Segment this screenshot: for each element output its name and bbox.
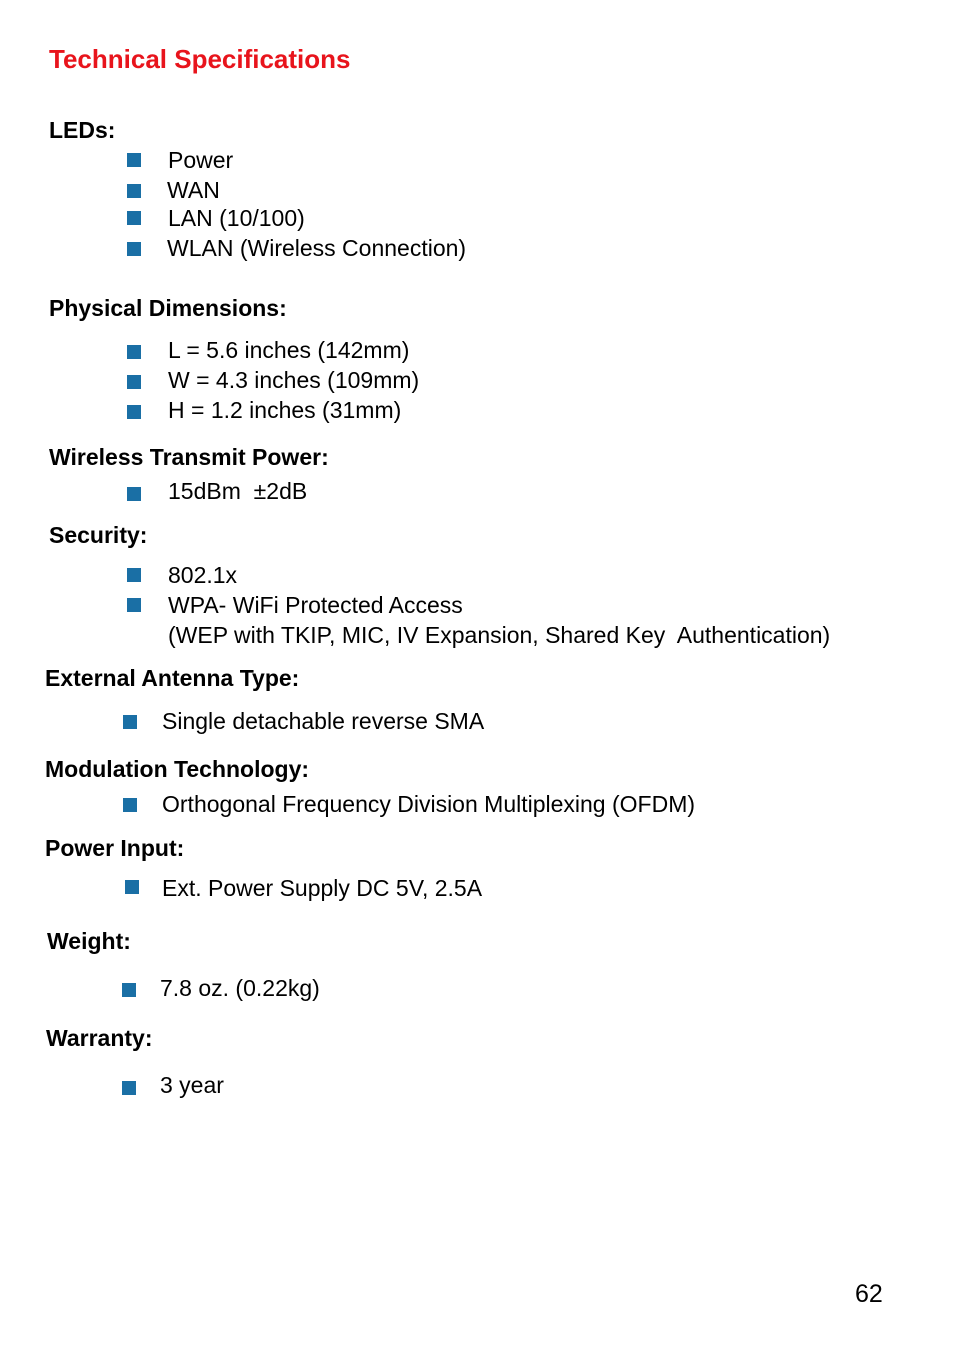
page-number: 62 bbox=[855, 1280, 883, 1308]
power-input-item: Ext. Power Supply DC 5V, 2.5A bbox=[162, 875, 483, 901]
bullet-icon bbox=[127, 375, 141, 389]
security-item-wpa: WPA- WiFi Protected Access bbox=[168, 592, 463, 618]
modulation-heading: Modulation Technology: bbox=[45, 756, 310, 782]
power-input-heading: Power Input: bbox=[45, 835, 185, 861]
bullet-icon bbox=[125, 880, 139, 894]
antenna-heading: External Antenna Type: bbox=[45, 665, 300, 691]
dimension-item-height: H = 1.2 inches (31mm) bbox=[168, 397, 402, 423]
bullet-icon bbox=[127, 242, 141, 256]
dimension-item-length: L = 5.6 inches (142mm) bbox=[168, 337, 410, 363]
bullet-icon bbox=[127, 405, 141, 419]
bullet-icon bbox=[127, 345, 141, 359]
led-item-wan: WAN bbox=[167, 177, 220, 203]
bullet-icon bbox=[127, 153, 141, 167]
security-item-8021x: 802.1x bbox=[168, 562, 238, 588]
weight-item: 7.8 oz. (0.22kg) bbox=[160, 975, 320, 1001]
led-item-wlan: WLAN (Wireless Connection) bbox=[167, 235, 467, 261]
bullet-icon bbox=[122, 1081, 136, 1095]
modulation-item: Orthogonal Frequency Division Multiplexing (OFDM) bbox=[162, 791, 696, 817]
bullet-icon bbox=[127, 568, 141, 582]
bullet-icon bbox=[127, 184, 141, 198]
security-heading: Security: bbox=[49, 522, 148, 548]
bullet-icon bbox=[127, 487, 141, 501]
warranty-item: 3 year bbox=[160, 1072, 224, 1098]
transmit-power-heading: Wireless Transmit Power: bbox=[49, 444, 329, 470]
bullet-icon bbox=[123, 798, 137, 812]
leds-heading: LEDs: bbox=[49, 117, 116, 143]
led-item-power: Power bbox=[168, 147, 234, 173]
bullet-icon bbox=[127, 598, 141, 612]
led-item-lan: LAN (10/100) bbox=[168, 205, 305, 231]
weight-heading: Weight: bbox=[47, 928, 131, 954]
bullet-icon bbox=[122, 983, 136, 997]
bullet-icon bbox=[123, 715, 137, 729]
security-item-wpa-detail: (WEP with TKIP, MIC, IV Expansion, Shared Key Authentication) bbox=[168, 622, 831, 648]
dimension-item-width: W = 4.3 inches (109mm) bbox=[168, 367, 420, 393]
dimensions-heading: Physical Dimensions: bbox=[49, 295, 287, 321]
bullet-icon bbox=[127, 211, 141, 225]
transmit-power-value: 15dBm ±2dB bbox=[168, 478, 308, 504]
antenna-item: Single detachable reverse SMA bbox=[162, 708, 485, 734]
page-title: Technical Specifications bbox=[49, 44, 351, 74]
warranty-heading: Warranty: bbox=[46, 1025, 153, 1051]
